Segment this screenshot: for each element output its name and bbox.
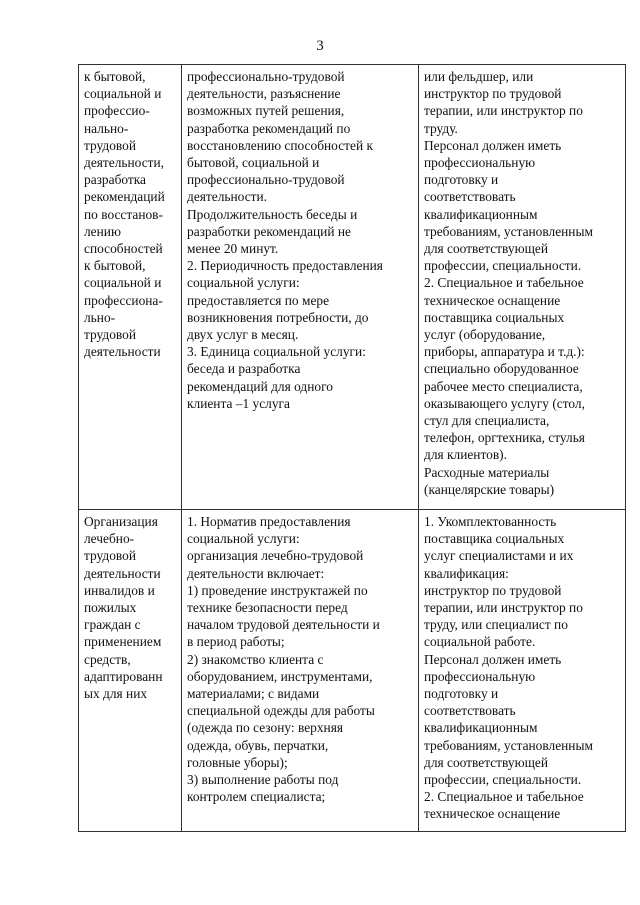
text-line: предоставляется по мере — [187, 292, 330, 308]
text-line: контролем специалиста; — [187, 789, 326, 805]
text-line: для клиентов). — [424, 447, 507, 463]
text-line: льно- — [84, 309, 116, 325]
text-line: возможных путей решения, — [187, 103, 345, 119]
text-line: в период работы; — [187, 634, 285, 650]
text-line: деятельности — [84, 565, 161, 581]
service-name-cell — [79, 510, 182, 832]
text-line: 1) проведение инструктажей по — [187, 582, 368, 598]
text-line: для соответствующей — [424, 241, 548, 257]
text-line: профессионально-трудовой — [187, 69, 345, 84]
service-conditions-cell — [419, 510, 626, 832]
text-line: ых для них — [84, 686, 148, 702]
text-line: социальной и — [84, 86, 162, 102]
text-line: Персонал должен иметь — [424, 651, 562, 667]
text-line: рекомендаций — [84, 189, 165, 205]
text-line: деятельности, разъяснение — [187, 86, 341, 102]
text-line: лечебно- — [84, 531, 135, 547]
text-line: специальной одежды для работы — [187, 703, 375, 719]
text-line: лению — [84, 223, 121, 239]
text-line: к бытовой, — [84, 69, 146, 84]
service-name-cell — [79, 65, 182, 510]
text-line: головные уборы); — [187, 754, 288, 770]
service-conditions-cell — [419, 65, 626, 510]
text-line: соответствовать — [424, 189, 516, 205]
text-line: (одежда по сезону: верхняя — [187, 720, 344, 736]
text-line: труду. — [424, 120, 458, 136]
text-line: по восстанов- — [84, 206, 163, 222]
text-line: беседа и разработка — [187, 361, 301, 377]
text-line: профессиональную — [424, 155, 536, 171]
text-line: к бытовой, — [84, 258, 146, 274]
text-line: Продолжительность беседы и — [187, 206, 358, 222]
text-line: профессии, специальности. — [424, 772, 582, 788]
text-line: одежда, обувь, перчатки, — [187, 737, 329, 753]
text-line: рабочее место специалиста, — [424, 378, 583, 394]
text-line: разработка рекомендаций по — [187, 120, 351, 136]
text-line: специально оборудованное — [424, 361, 579, 377]
text-line: услуг (оборудование, — [424, 327, 546, 343]
text-line: стул для специалиста, — [424, 413, 550, 429]
text-line: 2) знакомство клиента с — [187, 651, 324, 667]
text-line: требованиям, установленным — [424, 223, 593, 239]
text-line: инвалидов и — [84, 582, 155, 598]
text-line: 2. Специальное и табельное — [424, 789, 584, 805]
table-row — [79, 510, 626, 832]
text-line: труду, или специалист по — [424, 617, 568, 633]
text-line: восстановлению способностей к — [187, 137, 373, 153]
text-line: 2. Специальное и табельное — [424, 275, 584, 291]
text-line: нально- — [84, 120, 129, 136]
text-line: применением — [84, 634, 162, 650]
text-line: профессии, специальности. — [424, 258, 582, 274]
text-line: трудовой — [84, 327, 136, 343]
text-line: профессионально-трудовой — [187, 172, 345, 188]
text-line: пожилых — [84, 600, 137, 616]
text-line: Расходные материалы — [424, 464, 550, 480]
text-line: квалификационным — [424, 720, 538, 736]
text-line: началом трудовой деятельности и — [187, 617, 380, 633]
text-line: поставщика социальных — [424, 309, 565, 325]
text-line: социальной услуги: — [187, 275, 300, 291]
text-line: профессиона- — [84, 292, 163, 308]
text-line: телефон, оргтехника, стулья — [424, 430, 585, 446]
service-description-cell — [182, 510, 419, 832]
text-line: двух услуг в месяц. — [187, 327, 299, 343]
text-line: техническое оснащение — [424, 292, 561, 308]
services-table — [78, 64, 626, 832]
text-line: профессио- — [84, 103, 150, 119]
text-line: социальной и — [84, 275, 162, 291]
table-row — [79, 65, 626, 510]
text-line: возникновения потребности, до — [187, 309, 369, 325]
text-line: деятельности включает: — [187, 565, 325, 581]
text-line: деятельности. — [187, 189, 268, 205]
text-line: деятельности, — [84, 155, 165, 171]
text-line: клиента –1 услуга — [187, 395, 290, 411]
text-line: поставщика социальных — [424, 531, 565, 547]
text-line: (канцелярские товары) — [424, 481, 555, 497]
text-line: менее 20 минут. — [187, 241, 279, 257]
text-line: приборы, аппаратура и т.д.): — [424, 344, 585, 360]
text-line: социальной работе. — [424, 634, 536, 650]
text-line: квалификация: — [424, 565, 509, 581]
text-line: 1. Укомплектованность — [424, 514, 557, 529]
page-number: 3 — [316, 38, 324, 54]
text-line: профессиональную — [424, 668, 536, 684]
text-line: способностей — [84, 241, 163, 257]
text-line: инструктор по трудовой — [424, 86, 562, 102]
text-line: или фельдшер, или — [424, 69, 534, 84]
text-line: Организация — [84, 514, 158, 529]
text-line: 3) выполнение работы под — [187, 772, 339, 788]
text-line: инструктор по трудовой — [424, 582, 562, 598]
text-line: требованиям, установленным — [424, 737, 593, 753]
text-line: разработка — [84, 172, 146, 188]
text-line: оказывающего услугу (стол, — [424, 395, 585, 411]
text-line: трудовой — [84, 137, 136, 153]
text-line: подготовку и — [424, 686, 499, 702]
service-description-cell — [182, 65, 419, 510]
text-line: услуг специалистами и их — [424, 548, 574, 564]
text-line: организация лечебно-трудовой — [187, 548, 364, 564]
text-line: оборудованием, инструментами, — [187, 668, 373, 684]
text-line: деятельности — [84, 344, 161, 360]
text-line: Персонал должен иметь — [424, 137, 562, 153]
text-line: подготовку и — [424, 172, 499, 188]
text-line: средств, — [84, 651, 131, 667]
text-line: трудовой — [84, 548, 136, 564]
text-line: рекомендаций для одного — [187, 378, 333, 394]
text-line: разработки рекомендаций не — [187, 223, 351, 239]
text-line: 2. Периодичность предоставления — [187, 258, 383, 274]
text-line: 1. Норматив предоставления — [187, 514, 351, 529]
text-line: техническое оснащение — [424, 806, 561, 822]
text-line: терапии, или инструктор по — [424, 103, 583, 119]
text-line: материалами; с видами — [187, 686, 320, 702]
text-line: соответствовать — [424, 703, 516, 719]
text-line: квалификационным — [424, 206, 538, 222]
text-line: бытовой, социальной и — [187, 155, 320, 171]
text-line: для соответствующей — [424, 754, 548, 770]
text-line: 3. Единица социальной услуги: — [187, 344, 366, 360]
text-line: технике безопасности перед — [187, 600, 348, 616]
text-line: социальной услуги: — [187, 531, 300, 547]
text-line: адаптированн — [84, 668, 163, 684]
text-line: терапии, или инструктор по — [424, 600, 583, 616]
text-line: граждан с — [84, 617, 141, 633]
